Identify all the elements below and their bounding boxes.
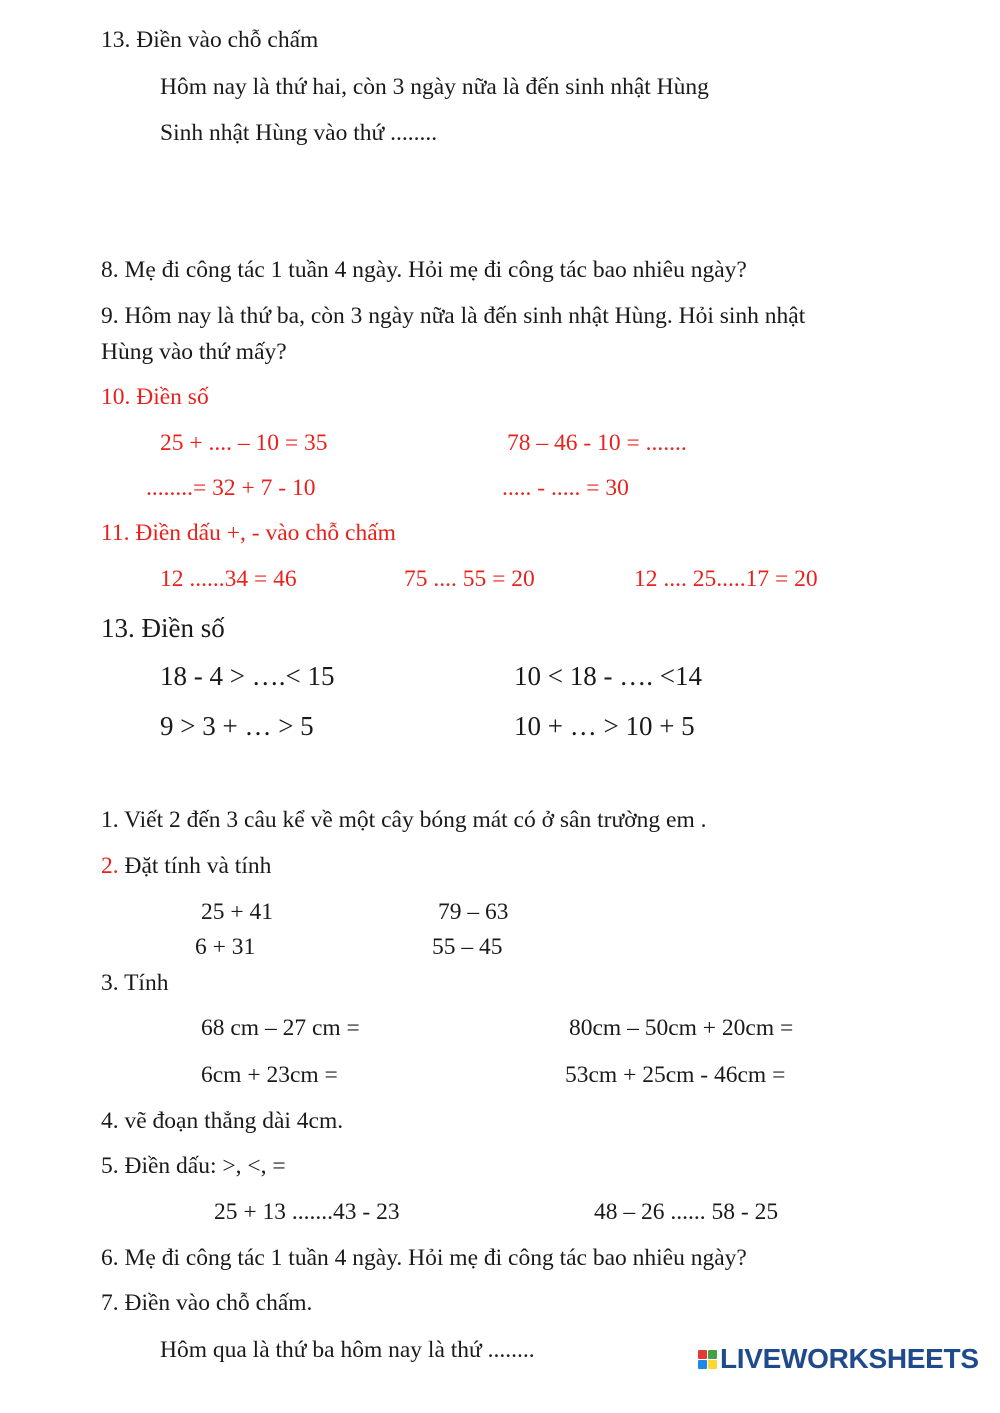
q8-text: 8. Mẹ đi công tác 1 tuần 4 ngày. Hỏi mẹ đi công tác bao nhiêu ngày? [101,257,747,283]
q5-expr-b: 48 – 26 ...... 58 - 25 [594,1199,779,1225]
q10-expr-d: ..... - ..... = 30 [502,475,629,501]
q13b-title: 13. Điền số [101,613,225,643]
q2-number: 2. [101,853,119,879]
q7-line: Hôm qua là thứ ba hôm nay là thứ ........ [160,1337,535,1363]
q13a-line1: Hôm nay là thứ hai, còn 3 ngày nữa là đến sinh nhật Hùng [160,74,709,100]
q13a-title: 13. Điền vào chỗ chấm [101,27,319,53]
q5-expr-a: 25 + 13 .......43 - 23 [214,1199,400,1225]
q9-line1: 9. Hôm nay là thứ ba, còn 3 ngày nữa là đến sinh nhật Hùng. Hỏi sinh nhật [101,303,806,329]
q7-title: 7. Điền vào chỗ chấm. [101,1290,313,1316]
q13b-expr-a: 18 - 4 > ….< 15 [160,661,335,691]
q13b-expr-c: 9 > 3 + … > 5 [160,711,314,741]
q2-expr-b: 79 – 63 [438,899,509,925]
q11-title: 11. Điền dấu +, - vào chỗ chấm [101,520,396,546]
q10-expr-c: ........= 32 + 7 - 10 [146,475,316,501]
q3-title: 3. Tính [101,970,169,996]
q3-expr-d: 53cm + 25cm - 46cm = [565,1062,786,1088]
q2-expr-a: 25 + 41 [201,899,274,925]
q3-expr-c: 6cm + 23cm = [201,1062,338,1088]
q9-line2: Hùng vào thứ mấy? [101,339,287,365]
liveworksheets-watermark [698,1342,994,1376]
q4-text: 4. vẽ đoạn thẳng dài 4cm. [101,1108,344,1134]
q11-expr-c: 12 .... 25.....17 = 20 [634,566,818,592]
q10-expr-b: 78 – 46 - 10 = ....... [507,430,687,456]
q10-title: 10. Điền số [101,384,209,410]
q13b-expr-d: 10 + … > 10 + 5 [514,711,695,741]
q1-text: 1. Viết 2 đến 3 câu kể về một cây bóng mát có ở sân trường em . [101,807,707,833]
q2-expr-d: 55 – 45 [432,934,503,960]
liveworksheets-wordmark: LIVEWORKSHEETS [720,1343,979,1374]
q6-text: 6. Mẹ đi công tác 1 tuần 4 ngày. Hỏi mẹ đi công tác bao nhiêu ngày? [101,1245,747,1271]
q11-expr-a: 12 ......34 = 46 [160,566,297,592]
q11-expr-b: 75 .... 55 = 20 [404,566,535,592]
q10-expr-a: 25 + .... – 10 = 35 [160,430,328,456]
q3-expr-b: 80cm – 50cm + 20cm = [569,1015,794,1041]
q5-title: 5. Điền dấu: >, <, = [101,1153,286,1179]
liveworksheets-logo-icon [698,1350,717,1369]
q2-expr-c: 6 + 31 [195,934,256,960]
q2-label: Đặt tính và tính [118,853,272,879]
q2-title [101,852,271,880]
q13a-line2: Sinh nhật Hùng vào thứ ........ [160,120,438,146]
q13b-expr-b: 10 < 18 - …. <14 [514,661,702,691]
q3-expr-a: 68 cm – 27 cm = [201,1015,360,1041]
